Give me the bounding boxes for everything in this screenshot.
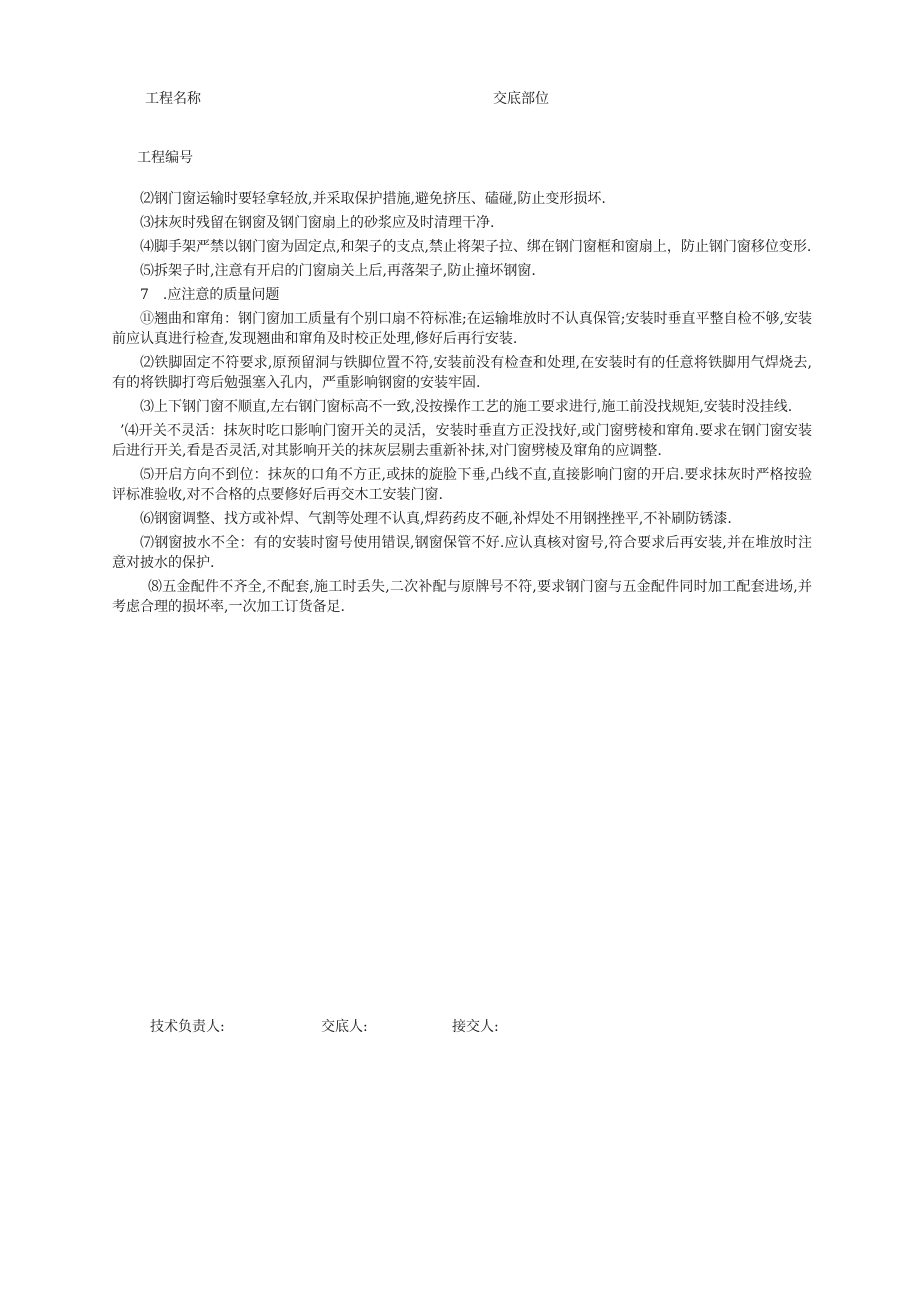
document-body [112,189,812,621]
quality-issue-6: ⑹钢窗调整、找方或补焊、气割等处理不认真,焊药药皮不砸,补焊处不用钢挫挫平,不补刷防锈漆. [140,511,732,527]
paragraph-item-3: ⑶抹灰时残留在钢窗及钢门窗扇上的砂浆应及时清理干净. [140,215,495,231]
section-heading-quality-issues: 7 .应注意的质量问题 [140,287,280,303]
project-number-label: 工程编号 [137,150,193,166]
paragraph-item-5: ⑸拆架子时,注意有开启的门窗扇关上后,再落架子,防止撞坏钢窗. [140,263,536,279]
quality-issue-8: ⑻五金配件不齐全,不配套,施工时丢失,二次补配与原牌号不符,要求钢门窗与五金配件同时加工配套进场,并考虑合理的损坏率,一次加工订货备足. [112,579,812,615]
tech-lead-signature-label: 技术负责人: [150,1019,225,1035]
project-name-label: 工程名称 [145,91,201,107]
paragraph-item-2: ⑵钢门窗运输时要轻拿轻放,并采取保护措施,避免挤压、磕碰,防止变形损坏. [140,191,606,207]
quality-issue-7: ⑺钢窗披水不全：有的安装时窗号使用错误,钢窗保管不好.应认真核对窗号,符合要求后再安装,并在堆放时注意对披水的保护. [112,535,812,571]
handover-part-label: 交底部位 [493,91,549,107]
quality-issue-5: ⑸开启方向不到位：抹灰的口角不方正,或抹的旋脸下垂,凸线不直,直接影响门窗的开启.要求抹灰时严格按验评标准验收,对不合格的点要修好后再交木工安装门窗. [112,467,812,503]
handover-giver-signature-label: 交底人: [321,1019,368,1035]
quality-issue-4: ’⑷开关不灵活：抹灰时吃口影响门窗开关的灵活，安装时垂直方正没找好,或门窗劈棱和窜角.要求在钢门窗安装后进行开关,看是否灵活,对其影响开关的抹灰层剔去重新补抹,对门窗劈棱及窜角的应调整. [112,423,812,459]
quality-issue-3: ⑶上下钢门窗不顺直,左右钢门窗标高不一致,没按操作工艺的施工要求进行,施工前没找规矩,安装时没挂线. [140,399,793,415]
paragraph-item-4: ⑷脚手架严禁以钢门窗为固定点,和架子的支点,禁止将架子拉、绑在钢门窗框和窗扇上，防止钢门窗移位变形. [140,239,812,255]
quality-issue-2: ⑵铁脚固定不符要求,原预留洞与铁脚位置不符,安装前没有检查和处理,在安装时有的任意将铁脚用气焊烧去,有的将铁脚打弯后勉强塞入孔内，严重影响钢窗的安装牢固. [112,355,812,391]
quality-issue-1: ⑪翘曲和窜角：钢门窗加工质量有个别口扇不符标准;在运输堆放时不认真保管;安装时垂直平整自检不够,安装前应认真进行检查,发现翘曲和窜角及时校正处理,修好后再行安装. [112,311,812,347]
handover-receiver-signature-label: 接交人: [452,1019,499,1035]
